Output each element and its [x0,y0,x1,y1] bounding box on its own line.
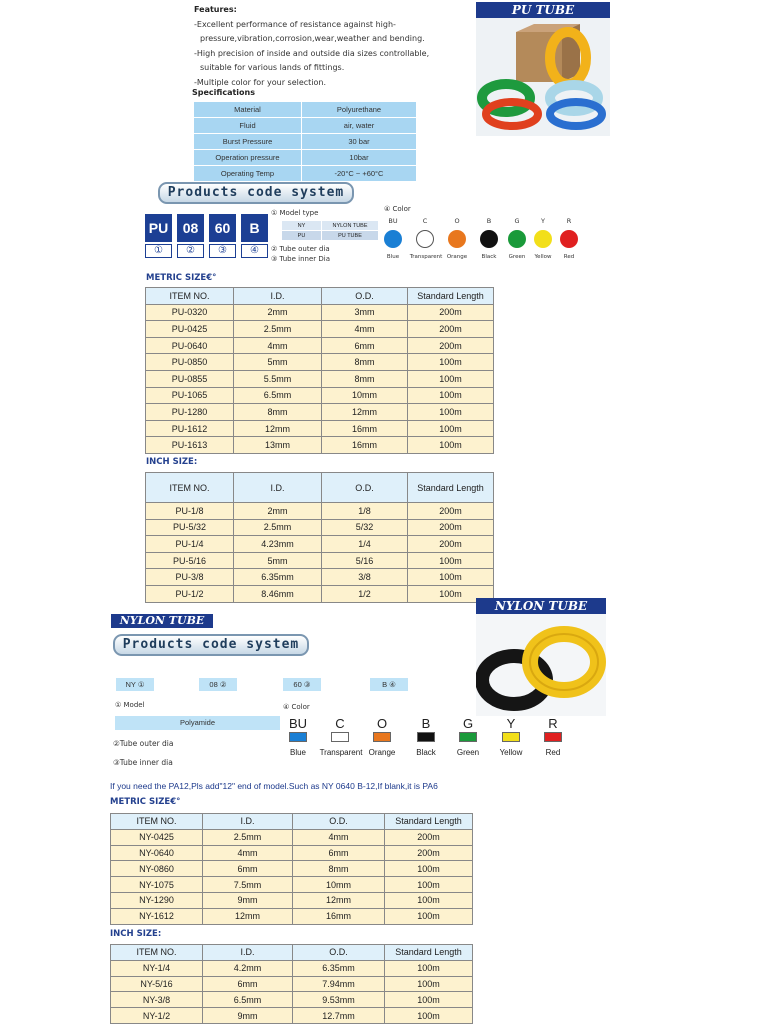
color-swatch-blue [289,732,307,742]
col-header: I.D. [234,473,322,503]
cell: 5.5mm [234,370,322,387]
table-header-row [111,814,473,830]
cell: PU-5/16 [146,552,234,569]
cell: PU-0320 [146,304,234,321]
table-row [146,552,494,569]
feature-line: -Excellent performance of resistance against high- [194,19,396,29]
cell: NY-1075 [111,877,203,893]
pu-tube-banner: PU TUBE [476,2,610,18]
feature-line: pressure,vibration,corrosion,wear,weather and bending. [200,34,425,44]
color-code: R [548,716,558,731]
cell: 100m [408,370,494,387]
cell: 200m [385,829,473,845]
features-block [194,3,464,91]
cell: PU-1/2 [146,585,234,602]
code-box-color: B [241,214,268,242]
col-header: ITEM NO. [111,814,203,830]
cell: 100m [385,976,473,992]
color-label: ④ Color [384,205,411,213]
cell: 6.35mm [293,960,385,976]
model-code: PU [282,231,322,241]
nylon-photo-banner: NYLON TUBE [476,598,606,614]
table-row [194,134,417,150]
nylon-code-outer-dia: 08 ② [199,678,237,691]
cell: NY-1/4 [111,960,203,976]
cell: 6.5mm [234,387,322,404]
nylon-tube-photo [476,598,606,716]
color-code: Y [506,716,516,731]
col-header: O.D. [322,473,408,503]
col-header: Standard Length [385,945,473,961]
table-row [111,960,473,976]
cell: PU-0850 [146,354,234,371]
cell: NY-1612 [111,908,203,924]
cell: 4.23mm [234,536,322,553]
cell: 2.5mm [203,829,293,845]
spec-value: -20°C ~ +60°C [302,166,417,182]
cell: 5mm [234,354,322,371]
cell: 100m [385,861,473,877]
table-row [146,569,494,586]
cell: PU-1065 [146,387,234,404]
pu-inch-table [145,472,494,603]
table-row [111,908,473,924]
cell: 6mm [322,337,408,354]
table-row [194,102,417,118]
cell: 200m [408,321,494,338]
cell: 16mm [322,420,408,437]
color-swatch-yellow [534,230,552,248]
color-name: Black [416,748,436,757]
outer-dia-label: ② Tube outer dia [271,245,330,253]
nylon-code-color: B ④ [370,678,408,691]
cell: PU-1/4 [146,536,234,553]
col-header: I.D. [203,814,293,830]
color-code: C [335,716,345,731]
code-box-outer-dia: 08 [177,214,204,242]
color-code: BU [288,716,308,731]
cell: PU-3/8 [146,569,234,586]
code-number: ① [145,244,172,258]
cell: 100m [385,960,473,976]
spec-label: Operation pressure [194,150,302,166]
cell: NY-0860 [111,861,203,877]
code-number: ④ [241,244,268,258]
cell: 3mm [322,304,408,321]
cell: 16mm [322,437,408,454]
cell: 200m [385,845,473,861]
color-swatch-transparent [416,230,434,248]
table-row [282,221,379,231]
color-code: O [454,217,460,225]
table-row [111,976,473,992]
color-code: G [514,217,520,225]
pu-metric-heading: METRIC SIZE€° [146,273,217,283]
spec-label: Material [194,102,302,118]
col-header: I.D. [203,945,293,961]
cell: 1/4 [322,536,408,553]
cell: 7.5mm [203,877,293,893]
color-name: Black [481,254,497,260]
spec-label: Burst Pressure [194,134,302,150]
color-code: R [566,217,572,225]
color-code: BU [388,217,398,225]
color-name: Red [563,254,575,260]
color-swatch-green [459,732,477,742]
cell: 2mm [234,304,322,321]
cell: 200m [408,503,494,520]
cell: 100m [408,354,494,371]
cell: 6mm [203,976,293,992]
col-header: ITEM NO. [146,288,234,305]
table-row [111,829,473,845]
cell: 7.94mm [293,976,385,992]
cell: 4mm [234,337,322,354]
ny-metric-table [110,813,473,925]
code-number: ② [177,244,204,258]
spec-label: Fluid [194,118,302,134]
spec-value: air, water [302,118,417,134]
cell: 12mm [293,892,385,908]
pu-inch-heading: INCH SIZE: [146,457,198,467]
color-swatch-red [560,230,578,248]
cell: 100m [408,437,494,454]
cell: 2.5mm [234,321,322,338]
cell: NY-0425 [111,829,203,845]
cell: 13mm [234,437,322,454]
color-swatch-green [508,230,526,248]
cell: 6mm [203,861,293,877]
color-name: Yellow [534,254,552,260]
table-row [146,420,494,437]
code-number: ③ [209,244,236,258]
cell: 100m [408,420,494,437]
table-row [194,166,417,182]
color-name: Transparent [409,254,443,260]
color-name: Green [456,748,480,757]
table-row [146,503,494,520]
cell: 5/16 [322,552,408,569]
cell: 16mm [293,908,385,924]
table-row [146,585,494,602]
feature-line: -High precision of inside and outside dia sizes controllable, [194,48,430,58]
pu-products-code-title: Products code system [158,182,354,204]
table-row [146,337,494,354]
cell: 200m [408,536,494,553]
nylon-color-swatches [285,716,575,762]
cell: 8mm [293,861,385,877]
color-code: B [421,716,431,731]
color-swatch-yellow [502,732,520,742]
spec-value: 10bar [302,150,417,166]
color-name: Green [508,254,526,260]
inner-dia-label: ③ Tube inner Dia [271,255,330,263]
table-row [146,536,494,553]
cell: 4.2mm [203,960,293,976]
table-row [111,845,473,861]
cell: 4mm [322,321,408,338]
cell: 6mm [293,845,385,861]
color-swatch-orange [448,230,466,248]
feature-line: -Multiple color for your selection. [194,77,327,87]
features-heading: Features: [194,5,237,14]
cell: NY-1290 [111,892,203,908]
table-row [146,304,494,321]
cell: 200m [408,337,494,354]
cell: 8mm [234,404,322,421]
cell: 8mm [322,354,408,371]
nylon-tube-banner: NYLON TUBE [111,614,213,628]
nylon-tube-coils-image [476,614,606,716]
nylon-code-model: NY ① [116,678,154,691]
cell: NY-5/16 [111,976,203,992]
cell: 100m [385,892,473,908]
pu-metric-table [145,287,494,454]
model-type-table [281,220,379,241]
nylon-outer-dia-label: ②Tube outer dia [113,739,174,748]
ny-inch-heading: INCH SIZE: [110,929,162,939]
cell: 9mm [203,1008,293,1024]
color-name: Orange [368,748,396,757]
color-swatch-transparent [331,732,349,742]
table-row [146,370,494,387]
model-type-label: ① Model type [271,209,319,217]
cell: PU-0640 [146,337,234,354]
spec-value: 30 bar [302,134,417,150]
cell: 100m [408,552,494,569]
cell: 100m [408,404,494,421]
table-row [111,992,473,1008]
color-swatch-orange [373,732,391,742]
specifications-table [193,101,417,182]
table-row [146,519,494,536]
nylon-model-label: ① Model [115,701,145,709]
cell: 8mm [322,370,408,387]
color-code: O [376,716,388,731]
cell: 2.5mm [234,519,322,536]
table-row [146,404,494,421]
color-swatch-black [417,732,435,742]
cell: 1/8 [322,503,408,520]
cell: PU-1612 [146,420,234,437]
cell: 5/32 [322,519,408,536]
color-name: Blue [386,254,400,260]
cell: 6.35mm [234,569,322,586]
cell: 200m [408,519,494,536]
col-header: ITEM NO. [111,945,203,961]
spec-label: Operating Temp [194,166,302,182]
table-row [146,321,494,338]
col-header: ITEM NO. [146,473,234,503]
cell: PU-1280 [146,404,234,421]
cell: 100m [385,908,473,924]
cell: 100m [385,877,473,893]
table-row [111,892,473,908]
cell: 4mm [203,845,293,861]
cell: PU-1613 [146,437,234,454]
cell: 2mm [234,503,322,520]
pu-tube-photo [476,2,610,136]
nylon-code-inner-dia: 60 ③ [283,678,321,691]
color-name: Transparent [319,748,363,757]
cell: NY-0640 [111,845,203,861]
pa12-note: If you need the PA12,Pls add"12" end of model.Such as NY 0640 B-12,If blank,it is PA6 [110,781,438,791]
col-header: I.D. [234,288,322,305]
cell: 200m [408,304,494,321]
code-box-model: PU [145,214,172,242]
color-name: Orange [446,254,468,260]
cell: 5mm [234,552,322,569]
table-header-row [111,945,473,961]
table-row [111,861,473,877]
table-row [194,118,417,134]
color-code: G [462,716,474,731]
color-name: Blue [289,748,306,757]
pu-tube-coils-image [476,18,610,136]
color-name: Yellow [499,748,523,757]
nylon-color-label: ④ Color [283,703,310,711]
table-header-row [146,473,494,503]
table-row [282,231,379,241]
table-row [111,1008,473,1024]
feature-line: suitable for various lands of fittings. [200,63,345,73]
cell: 12mm [322,404,408,421]
color-code: C [422,217,428,225]
cell: PU-0425 [146,321,234,338]
pu-color-swatches [382,217,582,265]
col-header: O.D. [293,814,385,830]
model-code: NY [282,221,322,231]
col-header: Standard Length [408,473,494,503]
color-name: Red [545,748,561,757]
cell: 100m [408,569,494,586]
table-row [111,877,473,893]
nylon-model-value: Polyamide [115,716,280,730]
cell: 9mm [203,892,293,908]
cell: 12mm [203,908,293,924]
col-header: Standard Length [385,814,473,830]
cell: PU-5/32 [146,519,234,536]
col-header: O.D. [293,945,385,961]
cell: NY-3/8 [111,992,203,1008]
model-name: NYLON TUBE [322,221,379,231]
model-name: PU TUBE [322,231,379,241]
code-box-inner-dia: 60 [209,214,236,242]
cell: 4mm [293,829,385,845]
cell: 3/8 [322,569,408,586]
cell: PU-1/8 [146,503,234,520]
cell: 12mm [234,420,322,437]
col-header: Standard Length [408,288,494,305]
color-swatch-black [480,230,498,248]
table-row [194,150,417,166]
table-row [146,387,494,404]
table-header-row [146,288,494,305]
table-row [146,437,494,454]
cell: NY-1/2 [111,1008,203,1024]
cell: 100m [408,585,494,602]
ny-metric-heading: METRIC SIZE€° [110,797,181,807]
cell: 10mm [322,387,408,404]
cell: 1/2 [322,585,408,602]
nylon-inner-dia-label: ③Tube inner dia [113,758,173,767]
cell: 100m [385,1008,473,1024]
cell: 100m [385,992,473,1008]
cell: 8.46mm [234,585,322,602]
cell: 9.53mm [293,992,385,1008]
color-code: B [486,217,492,225]
col-header: O.D. [322,288,408,305]
color-swatch-red [544,732,562,742]
nylon-products-code-title: Products code system [113,634,309,656]
specifications-heading: Specifications [192,88,255,97]
cell: 6.5mm [203,992,293,1008]
color-code: Y [541,217,545,225]
ny-inch-table [110,944,473,1024]
spec-value: Polyurethane [302,102,417,118]
table-row [146,354,494,371]
cell: 10mm [293,877,385,893]
cell: 12.7mm [293,1008,385,1024]
cell: 100m [408,387,494,404]
cell: PU-0855 [146,370,234,387]
color-swatch-blue [384,230,402,248]
